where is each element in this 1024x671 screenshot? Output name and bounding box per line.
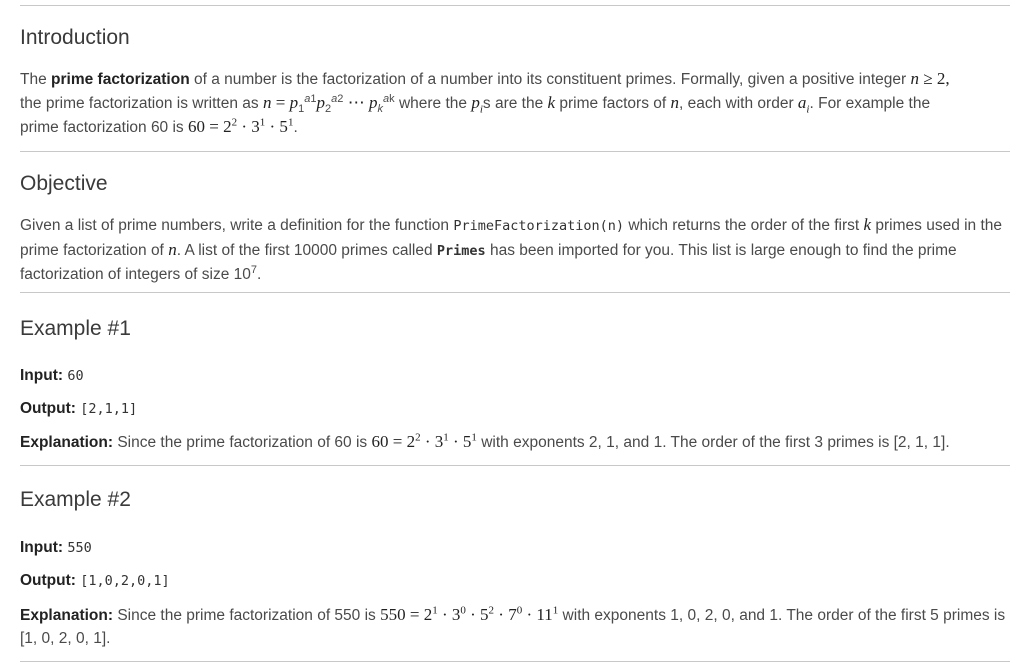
divider-1 — [20, 151, 1010, 152]
divider-4 — [20, 661, 1010, 662]
divider-3 — [20, 465, 1010, 466]
intro-heading: Introduction — [20, 26, 130, 49]
objective-paragraph: Given a list of prime numbers, write a definition for the function PrimeFactorization(n) which returns the order of the first k primes used in the prime factorization of n. A list of the first 10000 primes called Primes has been imported for you. This list is large enough to find the prime factorization of integers of size $10^7$. — [20, 215, 1003, 283]
example1-output: Output: [2,1,1] — [20, 400, 138, 417]
example1-explanation: Explanation: Since the prime factorization of 60 is $60 = 2^2 \cdot 3^1 \cdot 5^1$ with exponents 2, 1, and 1. The order of the first 3 primes is [2, 1, 1]. — [20, 431, 950, 451]
primes-list-name: Primes — [436, 243, 486, 259]
intro-paragraph: The prime factorization of a number is the factorization of a number into its constituent primes. Formally, given a positive integer n ≥ 2, the prime factorization is written as $n = p_1^{a1}p_2^{a2}$ ⋯ $p_k^{ak}$ where the $p_is$ are the k prime factors of n, each with order $a_i$. For example the prime factorization 60 is $60 = 2^2 \cdot 3^1 \cdot 5^1$. — [20, 69, 950, 136]
example2-input: Input: 550 — [20, 539, 92, 556]
example2-output: Output: [1,0,2,0,1] — [20, 572, 170, 589]
example1-input: Input: 60 — [20, 367, 84, 384]
divider-2 — [20, 292, 1010, 293]
example1-heading: Example #1 — [20, 317, 131, 340]
objective-heading: Objective — [20, 172, 108, 195]
function-name: PrimeFactorization(n) — [453, 218, 625, 234]
example2-heading: Example #2 — [20, 488, 131, 511]
top-divider — [20, 5, 1010, 6]
intro-bold-term: prime factorization — [51, 71, 190, 88]
example2-explanation: Explanation: Since the prime factorization of 550 is $550 = 2^1 \cdot 3^0 \cdot 5^2 \cdot 7^0 \cdot 11^1$ with exponents 1, 0, 2, 0, and 1. The order of the first 5 primes is [1, 0, 2, 0, 1]. — [20, 604, 1006, 647]
